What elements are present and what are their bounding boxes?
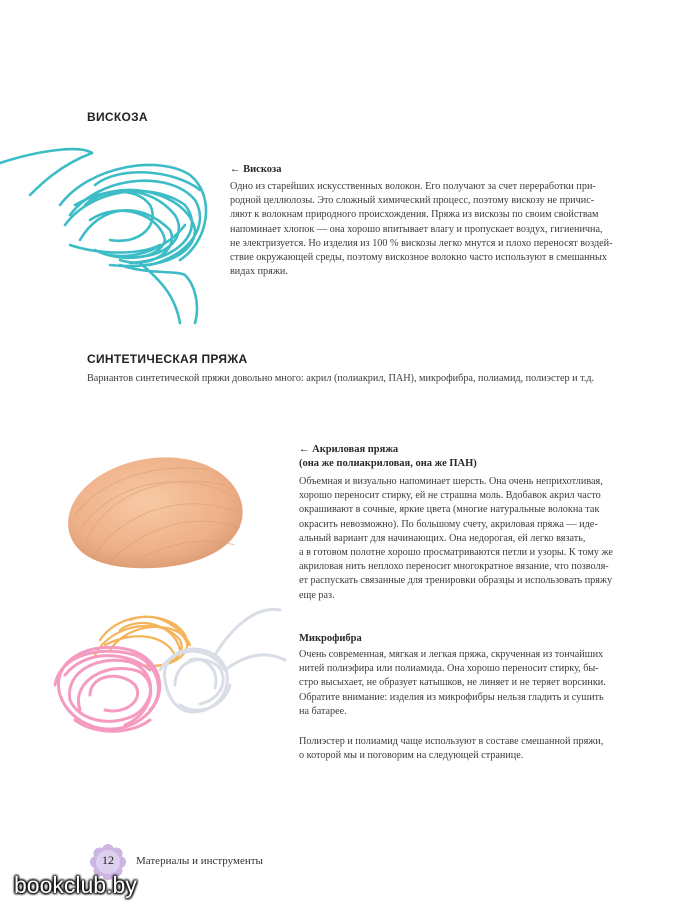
footer-section-title: Материалы и инструменты (136, 855, 263, 867)
text-line: альный вариант для начинающих. Она недорогая, ей легко вязать, (299, 532, 586, 544)
text-line: Очень современная, мягкая и легкая пряжа, скрученная из тончайших (299, 649, 604, 660)
watermark-logo: bookclub.by (14, 872, 137, 898)
text-line: напоминает хлопок — она хорошо впитывает влагу и пропускает воздух, гигиенична, (230, 223, 603, 235)
text-line: стро высыхает, не образует катышков, не линяет и не теряет ворсинки. (299, 677, 606, 689)
caption-viscose: ← Вискоза (230, 164, 282, 175)
text-line: окрасить невозможно). По большому счету, акриловая пряжа — иде- (299, 518, 598, 530)
section-heading-synthetic: СИНТЕТИЧЕСКАЯ ПРЯЖА (87, 352, 248, 366)
text-line: нитей полиэфира или полиамида. Она хорошо переносит стирку, бы- (299, 663, 599, 675)
text-line: на батарее. (299, 705, 347, 717)
caption-microfiber: Микрофибра (299, 633, 362, 644)
paragraph-closing (299, 735, 603, 763)
caption-acrylic-subtitle: (она же полиакриловая, она же ПАН) (299, 458, 477, 469)
text-line: не электризуется. Но изделия из 100 % вискозы легко мнутся и плохо переносят воздей- (230, 237, 613, 249)
paragraph-microfiber (299, 648, 606, 719)
text-line: видах пряжи. (230, 266, 288, 278)
text-line: ляют к волокнам природного происхождения. Пряжа из вискозы по своим свойствам (230, 209, 599, 221)
paragraph-acrylic (299, 475, 613, 603)
text-line: еще раз. (299, 589, 335, 601)
text-line: Обратите внимание: изделия из микрофибры нельзя гладить и сушить (299, 691, 604, 703)
synthetic-intro: Вариантов синтетической пряжи довольно много: акрил (полиакрил, ПАН), микрофибра, полиамид, полиэстер и т.д. (87, 373, 595, 384)
text-line: хорошо переносит стирку, ей не страшна моль. Вдобавок акрил часто (299, 490, 601, 502)
text-line: Полиэстер и полиамид чаще используют в составе смешанной пряжи, (299, 736, 604, 747)
text-line: а в готовом полотне хорошо просматриваются петли и узоры. К тому же (299, 547, 613, 559)
text-line: акриловая нить неплохо переносит многократное вязание, что позволя- (299, 561, 609, 573)
text-line: ет распускать связанные для тренировки образцы и использовать пряжу (299, 575, 613, 587)
text-line: родной целлюлозы. Это сложный химический процесс, поэтому вискозу не причис- (230, 195, 595, 207)
microfiber-yarn-image (40, 600, 290, 750)
viscose-yarn-image (0, 145, 230, 330)
text-line: окрашивают в сочные, яркие цвета (многие натуральные волокна так (299, 504, 600, 516)
text-line: о которой мы и поговорим на следующей странице. (299, 750, 524, 762)
page-number: 12 (102, 853, 114, 867)
acrylic-yarn-image (60, 450, 250, 575)
paragraph-viscose (230, 180, 613, 279)
caption-acrylic-title: ← Акриловая пряжа (299, 444, 399, 455)
caption-acrylic (299, 443, 477, 471)
text-line: ствие окружающей среды, поэтому вискозное волокно часто используют в смешанных (230, 252, 607, 264)
section-heading-viscose: ВИСКОЗА (87, 110, 148, 124)
text-line: Одно из старейших искусственных волокон. Его получают за счет переработки при- (230, 181, 596, 192)
text-line: Объемная и визуально напоминает шерсть. Она очень неприхотливая, (299, 476, 603, 487)
